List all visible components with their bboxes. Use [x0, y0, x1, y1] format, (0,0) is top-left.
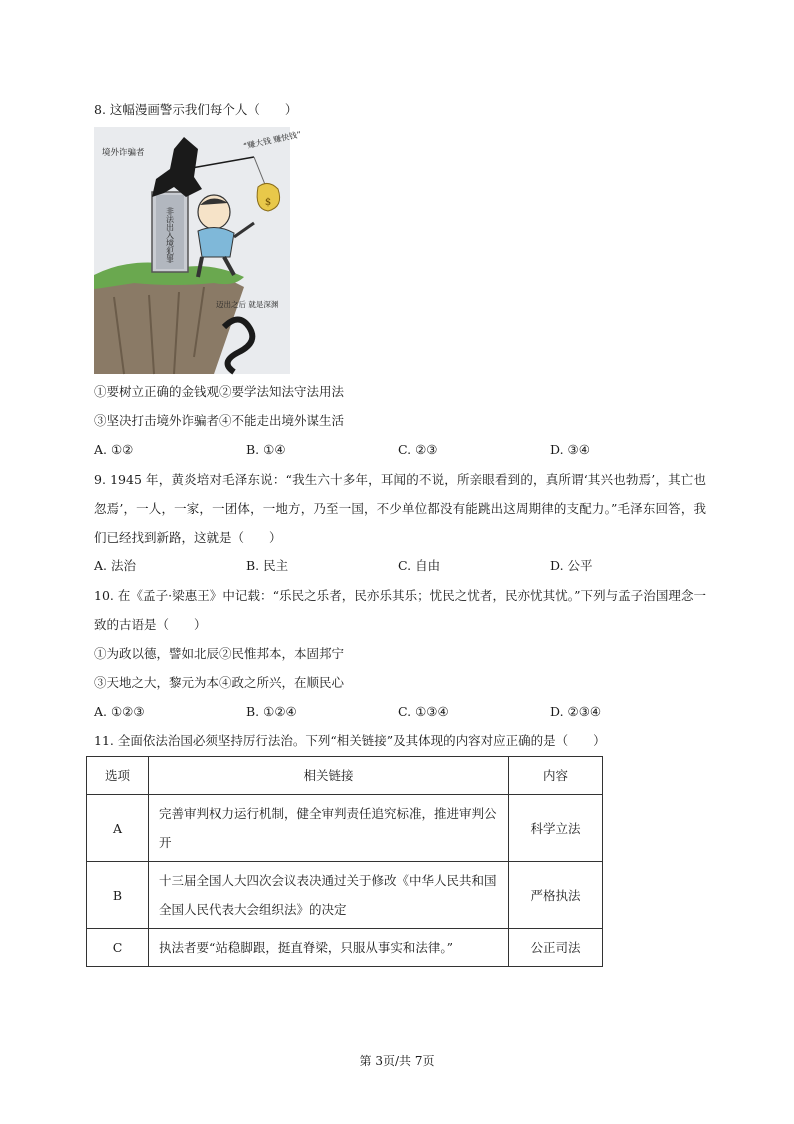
table-header-option: 选项: [87, 757, 149, 795]
label-abyss: 迈出之后 就是深渊: [216, 300, 279, 309]
table-cell-content: 公正司法: [509, 929, 603, 967]
q8-option-b: B. ①④: [246, 442, 286, 457]
table-header-row: [87, 757, 603, 795]
table-cell-option: B: [87, 862, 149, 929]
q10-option-a: A. ①②③: [94, 704, 145, 719]
q11-table: [86, 756, 603, 967]
q9-option-d: D. 公平: [550, 558, 593, 573]
q9-stem: 9. 1945 年，黄炎培对毛泽东说：“我生六十多年，耳闻的不说，所亲眼看到的，真所谓‘其兴也勃焉’，其亡也忽焉’，一人，一家，一团体，一地方，乃至一国，不少单位都没有能跳出这周期律的支配力。”毛泽东回答，我们已经找到新路，这就是（ ）: [94, 472, 706, 545]
table-row: [87, 929, 603, 967]
cartoon-image: [94, 127, 302, 374]
q9-option-c: C. 自由: [398, 558, 441, 573]
q10-option-d: D. ②③④: [550, 704, 602, 719]
label-scammer: 境外诈骗者: [102, 148, 145, 158]
q10-option-b: B. ①②④: [246, 704, 297, 719]
q8-option-a: A. ①②: [94, 442, 134, 457]
q8-statement-2: ③坚决打击境外诈骗者④不能走出境外谋生活: [94, 413, 345, 428]
money-symbol: $: [264, 197, 272, 208]
label-door: 非法出入境犯罪: [165, 207, 175, 263]
q9-option-a: A. 法治: [94, 558, 136, 573]
q11-stem: 11. 全面依法治国必须坚持厉行法治。下列“相关链接”及其体现的内容对应正确的是（ ）: [94, 733, 606, 748]
page-footer: 第 3页/共 7页: [359, 1054, 435, 1068]
table-cell-option: C: [87, 929, 149, 967]
table-cell-link: 十三届全国人大四次会议表决通过关于修改《中华人民共和国全国人民代表大会组织法》的决定: [149, 862, 509, 929]
q9-option-b: B. 民主: [246, 558, 289, 573]
person-body: [198, 227, 234, 257]
q10-statement-2: ③天地之大，黎元为本④政之所兴，在顺民心: [94, 675, 345, 690]
q10-stem: 10. 在《孟子·梁惠王》中记载：“乐民之乐者，民亦乐其乐；忧民之忧者，民亦忧其忧。”下列与孟子治国理念一致的古语是（ ）: [94, 588, 706, 632]
table-cell-content: 科学立法: [509, 795, 603, 862]
q8-option-d: D. ③④: [550, 442, 590, 457]
q8-stem: 8. 这幅漫画警示我们每个人（ ）: [94, 102, 298, 117]
q10-option-c: C. ①③④: [398, 704, 449, 719]
table-cell-option: A: [87, 795, 149, 862]
table-cell-content: 严格执法: [509, 862, 603, 929]
table-header-content: 内容: [509, 757, 603, 795]
table-header-link: 相关链接: [149, 757, 509, 795]
table-cell-link: 执法者要“站稳脚跟，挺直脊梁，只服从事实和法律。”: [149, 929, 509, 967]
q8-option-c: C. ②③: [398, 442, 438, 457]
table-cell-link: 完善审判权力运行机制，健全审判责任追究标准，推进审判公开: [149, 795, 509, 862]
q8-statement-1: ①要树立正确的金钱观②要学法知法守法用法: [94, 384, 345, 399]
table-row: [87, 862, 603, 929]
q10-statement-1: ①为政以德，譬如北辰②民惟邦本，本固邦宁: [94, 646, 345, 661]
label-money: “赚大钱 赚快钱”: [242, 129, 302, 151]
table-row: [87, 795, 603, 862]
